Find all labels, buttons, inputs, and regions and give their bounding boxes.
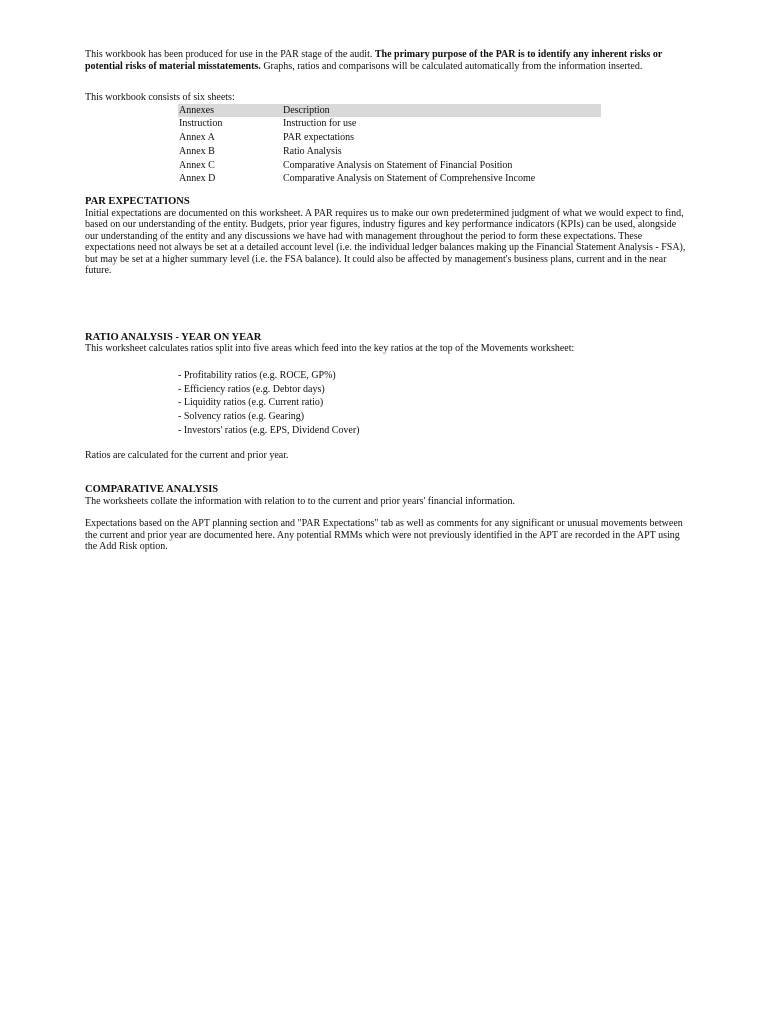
document-page: [85, 49, 688, 553]
par-expectations-heading: PAR EXPECTATIONS: [85, 196, 190, 208]
annex-description: PAR expectations: [283, 132, 355, 144]
comparative-analysis-para1: The worksheets collate the information with relation to to the current and prior years' financial information.: [85, 495, 515, 507]
ratio-analysis-footer: Ratios are calculated for the current and prior year.: [85, 449, 289, 461]
annex-table-row: [178, 145, 601, 159]
ratio-analysis-intro: This worksheet calculates ratios split into five areas which feed into the key ratios at the top of the Movements worksheet:: [85, 343, 575, 355]
annex-table-row: [178, 117, 601, 131]
annex-header-annexes: Annexes: [179, 104, 214, 116]
annex-description: Ratio Analysis: [283, 145, 342, 157]
par-expectations-body: Initial expectations are documented on this worksheet. A PAR requires us to make our own predetermined judgment of what we would expect to find, based on our understanding of the entity. Budgets, prior year figures, industry figures and key performance indicators (KPIs) can be used, alongside our understanding of the entity and any discussions we have had with management throughout the period to form these expectations. These expectations need not always be set at a detailed account level (i.e. the individual ledger balances making up the Financial Statement Analysis - FSA), but may be set at a higher summary level (i.e. the FSA balance). It could also be affected by management's business plans, current and in the near future.: [85, 207, 686, 277]
ratio-list: [85, 369, 688, 438]
ratio-analysis-heading: RATIO ANALYSIS - YEAR ON YEAR: [85, 331, 262, 343]
ratio-list-item: - Efficiency ratios (e.g. Debtor days): [178, 383, 325, 395]
comparative-analysis-heading: COMPARATIVE ANALYSIS: [85, 484, 219, 496]
annex-name: Annex A: [179, 132, 215, 144]
sheets-intro: This workbook consists of six sheets:: [85, 92, 235, 103]
ratio-list-item: - Solvency ratios (e.g. Gearing): [178, 411, 305, 423]
annex-header-description: Description: [283, 104, 330, 116]
annex-table-header-row: [178, 104, 601, 118]
annex-table-row: [178, 172, 601, 186]
annex-name: Instruction: [179, 118, 223, 130]
annex-name: Annex B: [179, 145, 215, 157]
annex-table-row: [178, 131, 601, 145]
annex-description: Comparative Analysis on Statement of Comprehensive Income: [283, 173, 536, 185]
intro-tail-text: Graphs, ratios and comparisons will be calculated automatically from the information inserted.: [260, 60, 643, 72]
annex-table-row: [178, 159, 601, 173]
intro-paragraph: [85, 49, 688, 72]
ratio-list-item: - Liquidity ratios (e.g. Current ratio): [178, 397, 324, 409]
intro-bold-text: The primary purpose of the PAR is to identify any inherent risks or potential risks of material misstatements.: [85, 49, 663, 72]
annex-description: Comparative Analysis on Statement of Financial Position: [283, 159, 513, 171]
annex-table: [178, 104, 601, 187]
annex-name: Annex D: [179, 173, 216, 185]
comparative-analysis-para2: Expectations based on the APT planning section and "PAR Expectations" tab as well as comments for any significant or unusual movements between the current and prior year are documented here. Any potential RMMs which were not previously identified in the APT are recorded in the APT using the Add Risk option.: [85, 518, 683, 553]
ratio-list-item: - Investors' ratios (e.g. EPS, Dividend Cover): [178, 424, 360, 436]
ratio-list-item: - Profitability ratios (e.g. ROCE, GP%): [178, 369, 336, 381]
intro-text: This workbook has been produced for use in the PAR stage of the audit.: [85, 49, 375, 60]
annex-name: Annex C: [179, 159, 215, 171]
annex-description: Instruction for use: [283, 118, 357, 130]
